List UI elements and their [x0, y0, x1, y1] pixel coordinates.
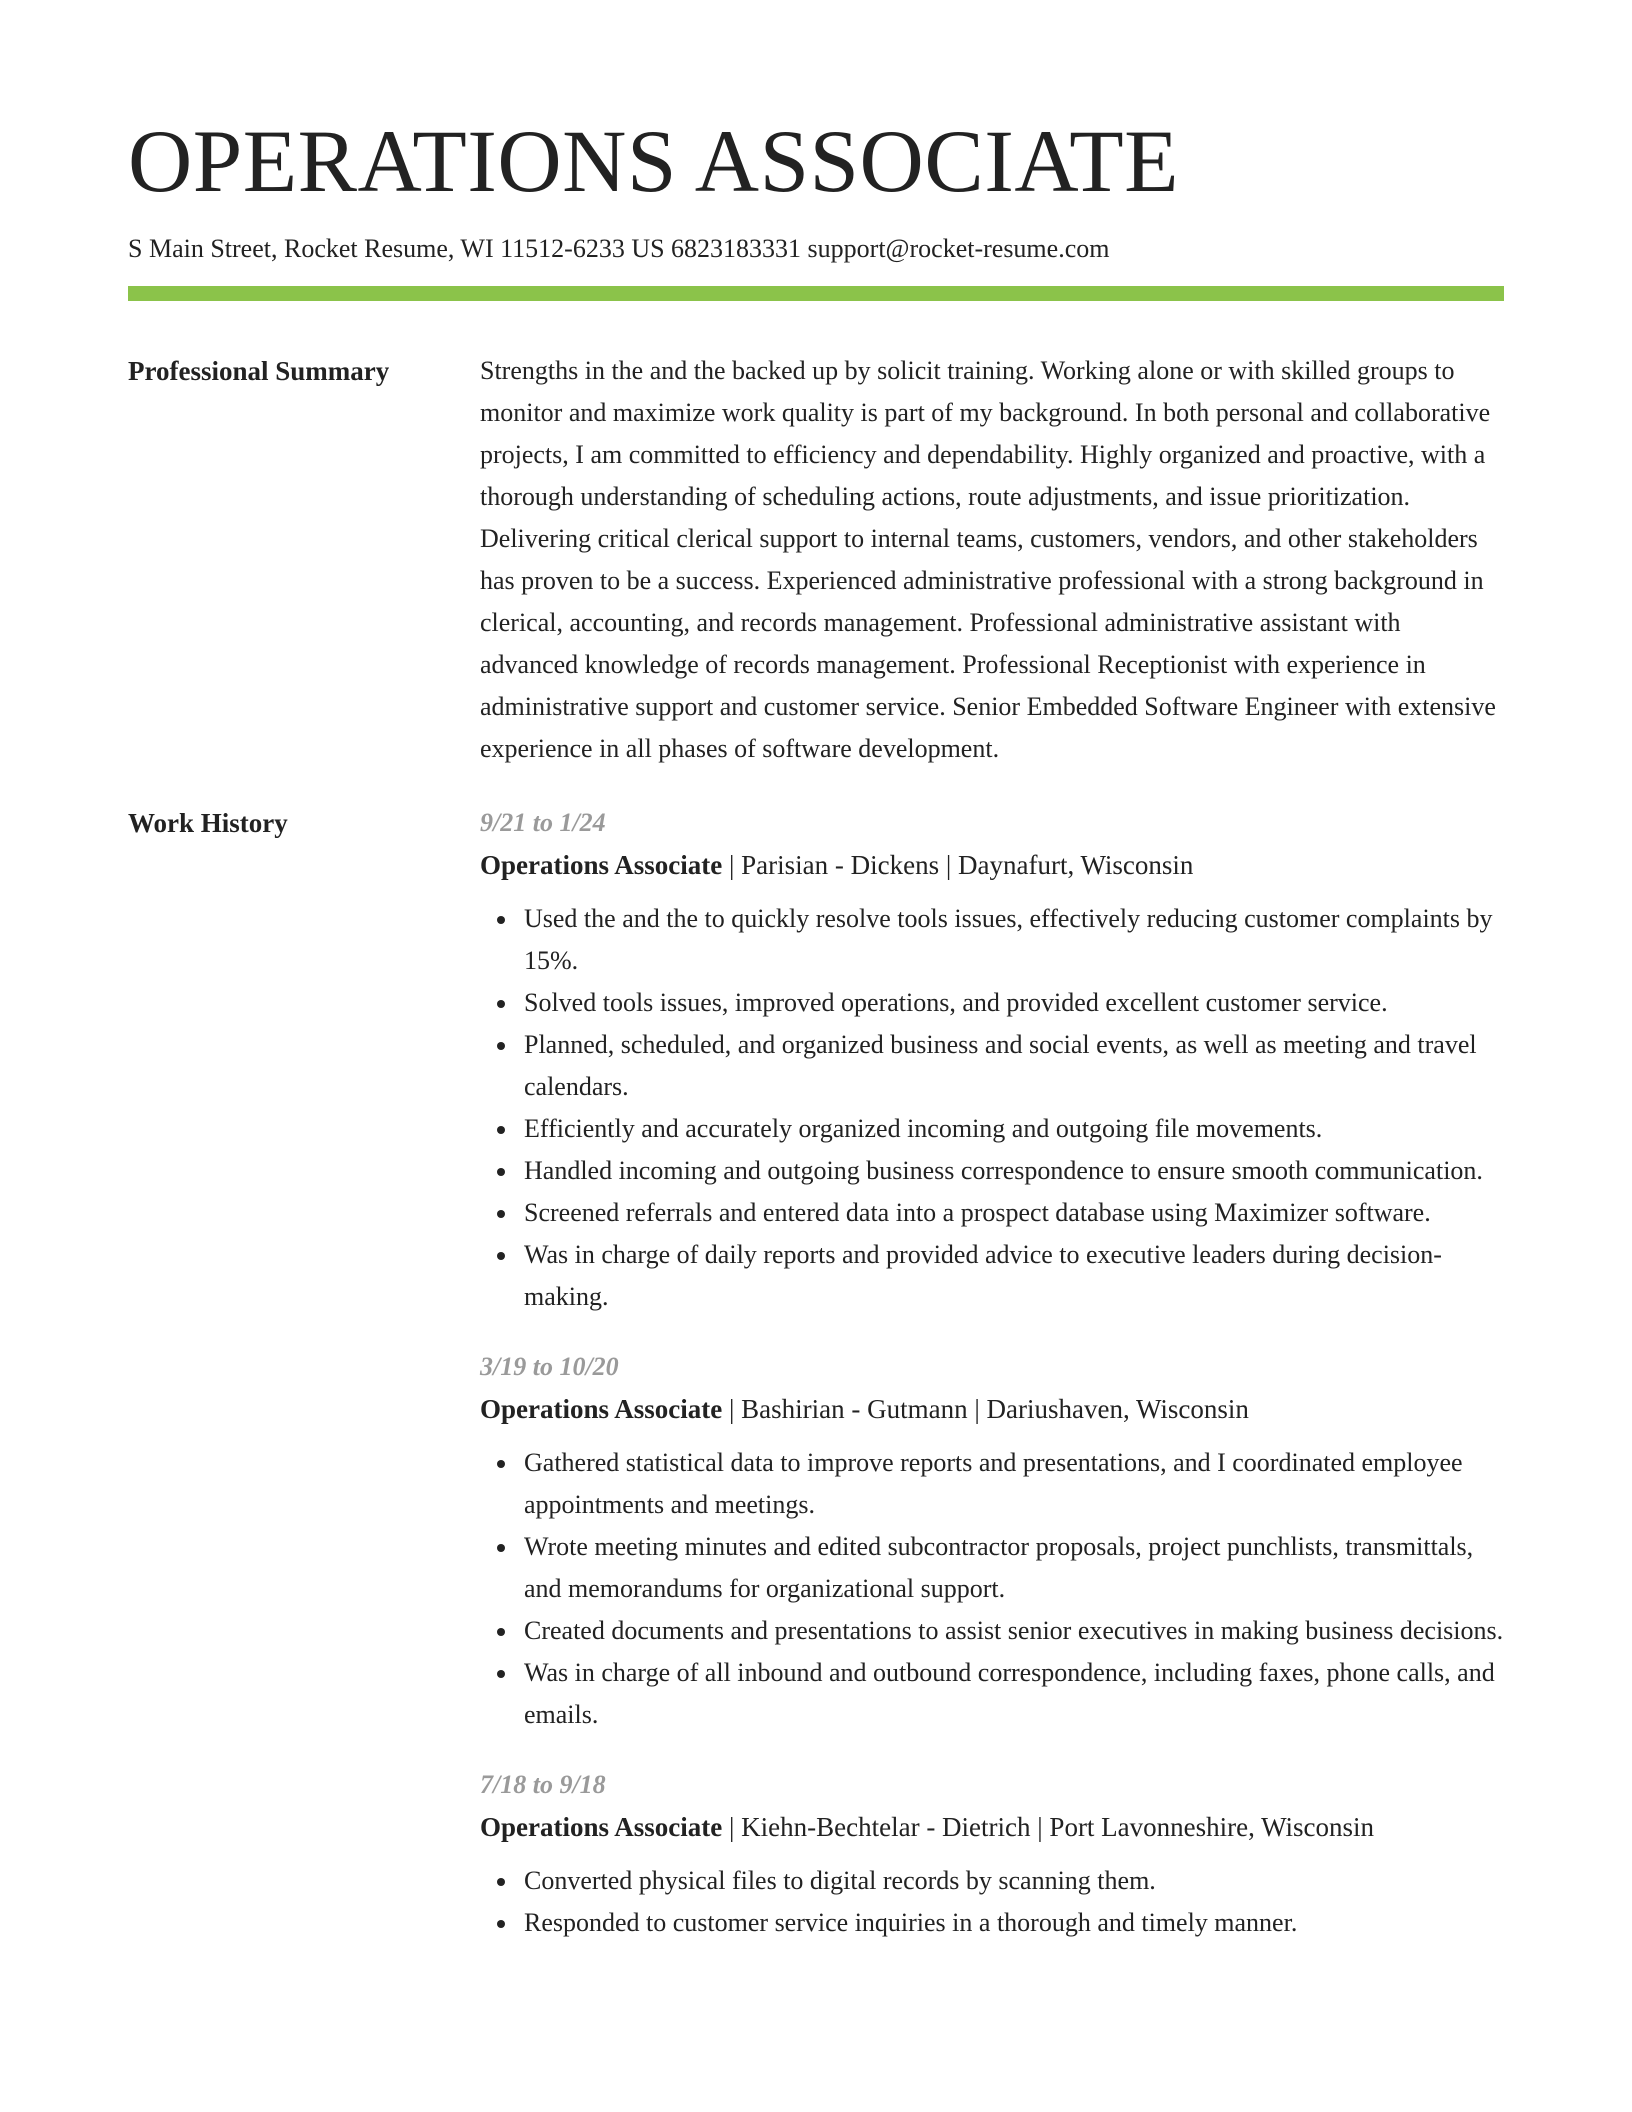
job-title: Operations Associate — [480, 1394, 723, 1424]
job-bullet-list — [480, 1442, 1504, 1736]
job-bullet: Converted physical files to digital records by scanning them. — [524, 1860, 1504, 1902]
job-employer-location: | Parisian - Dickens | Daynafurt, Wisconsin — [722, 850, 1194, 880]
work-history-section — [128, 802, 1504, 1944]
job-entry — [480, 1764, 1504, 1944]
job-entry — [480, 1346, 1504, 1736]
job-bullet: Screened referrals and entered data into a prospect database using Maximizer software. — [524, 1192, 1504, 1234]
job-dates: 9/21 to 1/24 — [480, 808, 606, 837]
job-bullet: Used the and the to quickly resolve tools issues, effectively reducing customer complaints by 15%. — [524, 898, 1504, 982]
job-dates: 7/18 to 9/18 — [480, 1770, 606, 1799]
job-bullet: Wrote meeting minutes and edited subcontractor proposals, project punchlists, transmittals, and memorandums for organizational support. — [524, 1526, 1504, 1610]
job-bullet: Solved tools issues, improved operations, and provided excellent customer service. — [524, 982, 1504, 1024]
contact-info: S Main Street, Rocket Resume, WI 11512-6233 US 6823183331 support@rocket-resume.com — [128, 234, 1110, 263]
job-title: Operations Associate — [480, 1812, 723, 1842]
job-bullet: Created documents and presentations to assist senior executives in making business decisions. — [524, 1610, 1504, 1652]
job-entry — [480, 802, 1504, 1318]
work-history-body — [480, 802, 1504, 1944]
header-divider — [128, 286, 1504, 301]
job-bullet: Was in charge of daily reports and provided advice to executive leaders during decision-making. — [524, 1234, 1504, 1318]
summary-text: Strengths in the and the backed up by solicit training. Working alone or with skilled groups to monitor and maximize work quality is part of my background. In both personal and collaborative projects, I am committed to efficiency and dependability. Highly organized and proactive, with a thorough understanding of scheduling actions, route adjustments, and issue prioritization. Delivering critical clerical support to internal teams, customers, vendors, and other stakeholders has proven to be a success. Experienced administrative professional with a strong background in clerical, accounting, and records management. Professional administrative assistant with advanced knowledge of records management. Professional Receptionist with experience in administrative support and customer service. Senior Embedded Software Engineer with extensive experience in all phases of software development. — [480, 356, 1496, 763]
summary-body — [480, 350, 1504, 770]
section-label-work-history: Work History — [128, 808, 288, 838]
job-heading — [480, 1388, 1504, 1430]
job-bullet: Handled incoming and outgoing business correspondence to ensure smooth communication. — [524, 1150, 1504, 1192]
job-employer-location: | Bashirian - Gutmann | Dariushaven, Wisconsin — [722, 1394, 1249, 1424]
job-bullet: Planned, scheduled, and organized business and social events, as well as meeting and travel calendars. — [524, 1024, 1504, 1108]
resume-page — [128, 0, 1504, 2112]
resume-name-heading: OPERATIONS ASSOCIATE — [128, 113, 1179, 211]
professional-summary-section — [128, 350, 1504, 770]
job-title: Operations Associate — [480, 850, 723, 880]
section-label-summary: Professional Summary — [128, 356, 390, 386]
job-bullet: Responded to customer service inquiries in a thorough and timely manner. — [524, 1902, 1504, 1944]
job-heading — [480, 844, 1504, 886]
job-bullet-list — [480, 1860, 1504, 1944]
job-heading — [480, 1806, 1504, 1848]
job-bullet: Efficiently and accurately organized incoming and outgoing file movements. — [524, 1108, 1504, 1150]
job-dates: 3/19 to 10/20 — [480, 1352, 619, 1381]
job-bullet-list — [480, 898, 1504, 1318]
job-bullet: Gathered statistical data to improve reports and presentations, and I coordinated employee appointments and meetings. — [524, 1442, 1504, 1526]
resume-content — [128, 350, 1504, 1944]
job-bullet: Was in charge of all inbound and outbound correspondence, including faxes, phone calls, and emails. — [524, 1652, 1504, 1736]
job-employer-location: | Kiehn-Bechtelar - Dietrich | Port Lavonneshire, Wisconsin — [722, 1812, 1375, 1842]
